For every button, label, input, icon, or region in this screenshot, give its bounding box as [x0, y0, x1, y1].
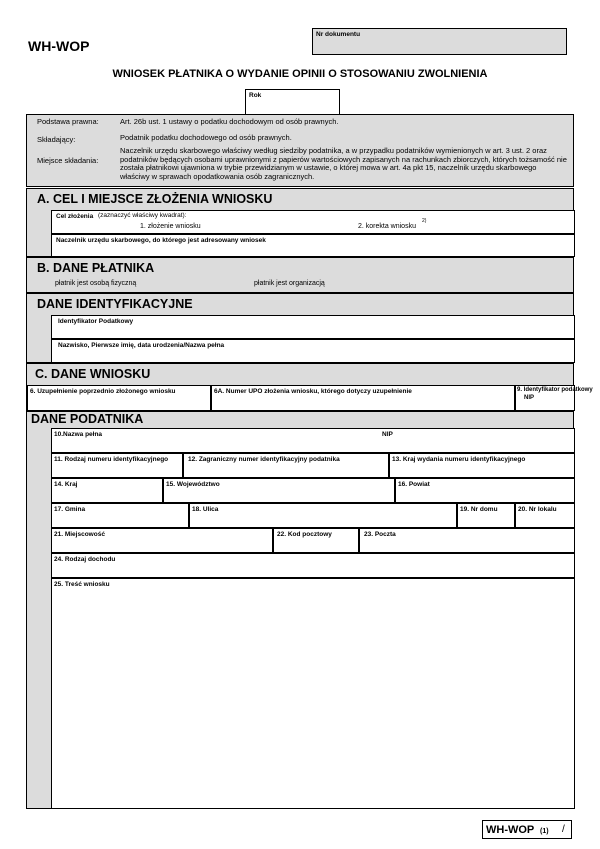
field-23-label: 23. Poczta	[364, 531, 396, 538]
field-6[interactable]	[27, 385, 211, 411]
field-22[interactable]	[273, 528, 359, 553]
field-19-label: 19. Nr domu	[460, 506, 498, 513]
field-23[interactable]	[359, 528, 575, 553]
field-12[interactable]	[183, 453, 389, 478]
field-15[interactable]	[163, 478, 395, 503]
field-13-label: 13. Kraj wydania numeru identyfikacyjnego	[392, 456, 526, 463]
field-21-label: 21. Miejscowość	[54, 531, 105, 538]
field-21[interactable]	[51, 528, 273, 553]
field-24[interactable]	[51, 553, 575, 578]
field-25-label: 25. Treść wniosku	[54, 581, 110, 588]
ident-section	[26, 293, 574, 363]
field-9[interactable]	[515, 385, 593, 411]
form-title: WNIOSEK PŁATNIKA O WYDANIE OPINII O STOSOWANIU ZWOLNIENIA	[112, 68, 488, 80]
option-korekta[interactable]: 2. korekta wniosku	[358, 223, 416, 230]
miejsce-label: Miejsce składania:	[37, 156, 99, 165]
field-11[interactable]	[51, 453, 183, 478]
cel-zlozenia-field[interactable]	[51, 210, 575, 234]
nazwisko-field[interactable]	[51, 339, 575, 363]
field-12-label: 12. Zagraniczny numer identyfikacyjny podatnika	[188, 456, 340, 463]
field-9-label: 9. Identyfikator podatkowy	[517, 387, 593, 393]
rok-label: Rok	[249, 92, 262, 99]
field-22-label: 22. Kod pocztowy	[277, 531, 332, 538]
footer-slash: /	[562, 824, 565, 835]
option-zlozenie[interactable]: 1. złożenie wniosku	[140, 223, 201, 230]
field-19[interactable]	[457, 503, 515, 528]
nr-dokumentu-field[interactable]	[312, 28, 567, 55]
field-24-label: 24. Rodzaj dochodu	[54, 556, 116, 563]
field-13[interactable]	[389, 453, 575, 478]
field-10-nip: NIP	[382, 431, 393, 438]
nr-dokumentu-label: Nr dokumentu	[316, 31, 361, 38]
field-18-label: 18. Ulica	[192, 506, 219, 513]
footer-sub: (1)	[540, 828, 549, 835]
section-b-title: B. DANE PŁATNIKA	[37, 261, 155, 275]
field-6a-label: 6A. Numer UPO złożenia wniosku, którego dotyczy uzupełnienie	[214, 388, 412, 395]
field-6a[interactable]	[211, 385, 515, 411]
section-a-title: A. CEL I MIEJSCE ZŁOŻENIA WNIOSKU	[37, 192, 273, 206]
cel-label: Cel złożenia	[56, 213, 94, 220]
field-11-label: 11. Rodzaj numeru identyfikacyjnego	[54, 456, 169, 463]
field-9-nip: NIP	[524, 395, 535, 401]
field-18[interactable]	[189, 503, 457, 528]
section-c	[26, 363, 593, 411]
option-korekta-sup: 2)	[422, 218, 427, 224]
naczelnik-field[interactable]	[51, 234, 575, 257]
field-17[interactable]	[51, 503, 189, 528]
field-10[interactable]	[51, 428, 575, 453]
field-25[interactable]	[51, 578, 575, 809]
nazwisko-label: Nazwisko, Pierwsze imię, data urodzenia/Nazwa pełna	[58, 342, 225, 349]
podstawa-label: Podstawa prawna:	[37, 117, 99, 126]
field-16-label: 16. Powiat	[398, 481, 430, 488]
identyfikator-label: Identyfikator Podatkowy	[58, 318, 134, 325]
podstawa-value: Art. 26b ust. 1 ustawy o podatku dochodowym od osób prawnych.	[120, 117, 339, 126]
option-osoba-fizyczna[interactable]: płatnik jest osobą fizyczną	[55, 280, 137, 287]
field-16[interactable]	[395, 478, 575, 503]
field-10-label: 10.Nazwa pełna	[54, 431, 103, 438]
field-20-label: 20. Nr lokalu	[518, 506, 557, 513]
section-c-title: C. DANE WNIOSKU	[35, 367, 151, 381]
footer-code: WH-WOP	[486, 824, 535, 836]
skladajacy-label: Składający:	[37, 135, 76, 144]
skladajacy-value: Podatnik podatku dochodowego od osób prawnych.	[120, 133, 292, 142]
field-6-label: 6. Uzupełnienie poprzednio złożonego wniosku	[30, 388, 176, 395]
field-14[interactable]	[51, 478, 163, 503]
field-14-label: 14. Kraj	[54, 481, 78, 488]
field-15-label: 15. Województwo	[166, 481, 220, 488]
option-organizacja[interactable]: płatnik jest organizacją	[254, 280, 325, 287]
field-20[interactable]	[515, 503, 575, 528]
podatnik-section	[26, 411, 574, 809]
section-a	[26, 188, 574, 257]
section-b	[26, 257, 574, 293]
ident-title: DANE IDENTYFIKACYJNE	[37, 297, 193, 311]
cel-hint: (zaznaczyć właściwy kwadrat):	[98, 212, 187, 219]
footer-box	[482, 820, 572, 839]
info-block	[26, 114, 574, 187]
identyfikator-field[interactable]	[51, 315, 575, 339]
form-code: WH-WOP	[28, 38, 90, 54]
naczelnik-label: Naczelnik urzędu skarbowego, do którego jest adresowany wniosek	[56, 237, 266, 244]
miejsce-value: Naczelnik urzędu skarbowego właściwy według siedziby podatnika, a w przypadku podatników wymienionych w art. 3 ust. 2 oraz podatników będących osobami uprawnionymi z papierów wartościowych zapisanych na rachunkach zbiorczych, których tożsamość nie została płatnikowi ujawniona w trybie przewidzianym w ustawie, o której mowa w art. 4a pkt 15, naczelnik urzędu skarbowego właściwy w sprawach opodatkowania osób zagranicznych.	[120, 146, 567, 181]
podatnik-title: DANE PODATNIKA	[31, 412, 144, 426]
field-17-label: 17. Gmina	[54, 506, 86, 513]
rok-field[interactable]	[245, 89, 340, 115]
